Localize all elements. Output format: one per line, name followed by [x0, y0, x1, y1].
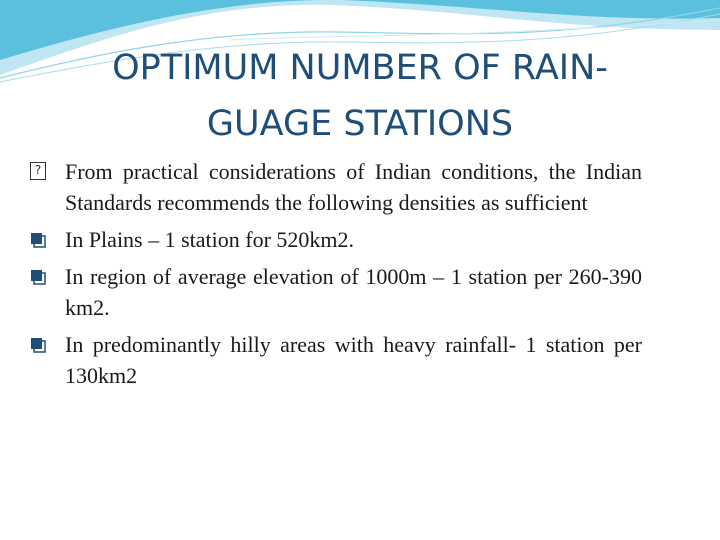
slide-title: OPTIMUM NUMBER OF RAIN-GUAGE STATIONS: [112, 48, 608, 144]
bullet-text: From practical considerations of Indian conditions, the Indian Standards recommends the following densities as sufficient: [65, 159, 642, 215]
checkbox-bullet-icon: [30, 232, 46, 248]
checkbox-bullet-icon: [30, 337, 46, 353]
missing-glyph-icon: ?: [30, 162, 46, 180]
bullet-item: [30, 224, 642, 255]
checkbox-bullet-icon: [30, 269, 46, 285]
bullet-list: [30, 156, 642, 397]
bullet-item: [30, 156, 642, 218]
bullet-text: In predominantly hilly areas with heavy rainfall- 1 station per 130km2: [65, 332, 642, 388]
bullet-item: [30, 261, 642, 323]
bullet-text: In region of average elevation of 1000m – 1 station per 260-390 km2.: [65, 264, 642, 320]
bullet-text: In Plains – 1 station for 520km2.: [65, 227, 355, 252]
bullet-item: [30, 329, 642, 391]
